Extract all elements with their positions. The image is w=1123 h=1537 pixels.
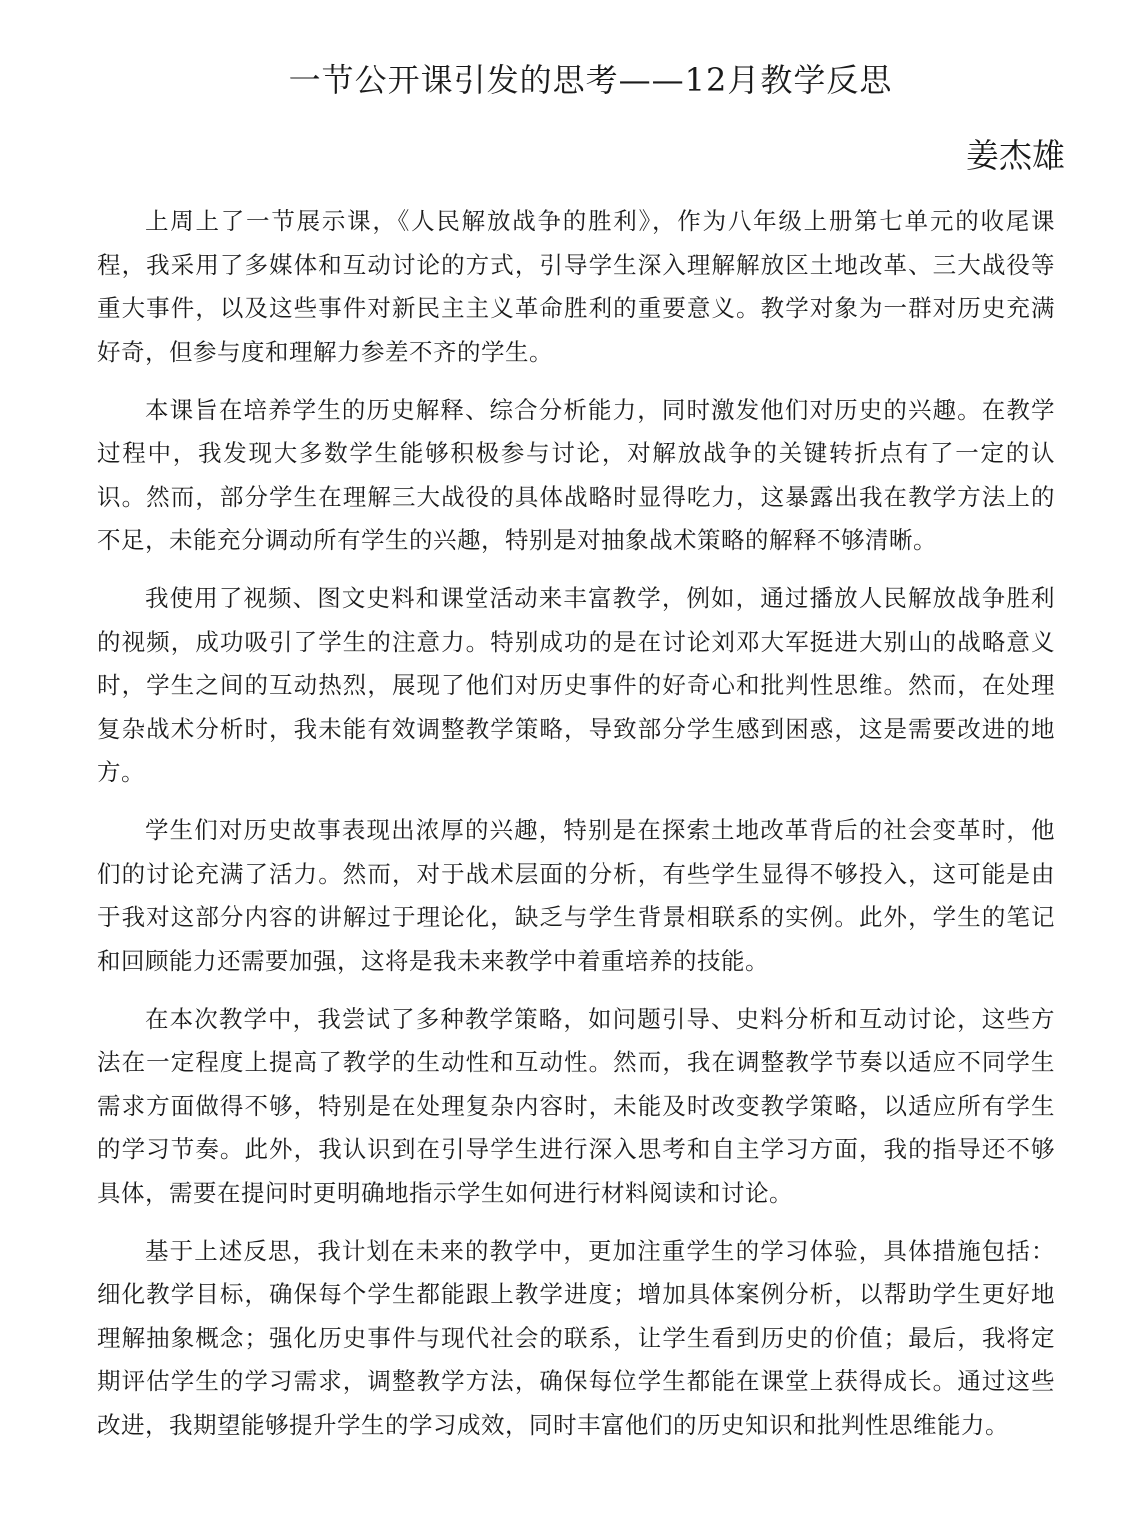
paragraph-2: 本课旨在培养学生的历史解释、综合分析能力，同时激发他们对历史的兴趣。在教学过程中，我发现大多数学生能够积极参与讨论，对解放战争的关键转折点有了一定的认识。然而，部分学生在理解三大战役的具体战略时显得吃力，这暴露出我在教学方法上的不足，未能充分调动所有学生的兴趣，特别是对抽象战术策略的解释不够清晰。 (97, 395, 1055, 554)
document-title: 一节公开课引发的思考——12月教学反思 (288, 61, 893, 99)
paragraph-1: 上周上了一节展示课，《人民解放战争的胜利》，作为八年级上册第七单元的收尾课程，我采用了多媒体和互动讨论的方式，引导学生深入理解解放区土地改革、三大战役等重大事件，以及这些事件对新民主主义革命胜利的重要意义。教学对象为一群对历史充满好奇，但参与度和理解力参差不齐的学生。 (97, 207, 1055, 366)
document-author: 姜杰雄 (966, 136, 1065, 175)
paragraph-4: 学生们对历史故事表现出浓厚的兴趣，特别是在探索土地改革背后的社会变革时，他们的讨论充满了活力。然而，对于战术层面的分析，有些学生显得不够投入，这可能是由于我对这部分内容的讲解过于理论化，缺乏与学生背景相联系的实例。此外，学生的笔记和回顾能力还需要加强，这将是我未来教学中着重培养的技能。 (97, 816, 1055, 975)
paragraph-5: 在本次教学中，我尝试了多种教学策略，如问题引导、史料分析和互动讨论，这些方法在一定程度上提高了教学的生动性和互动性。然而，我在调整教学节奏以适应不同学生需求方面做得不够，特别是在处理复杂内容时，未能及时改变教学策略，以适应所有学生的学习节奏。此外，我认识到在引导学生进行深入思考和自主学习方面，我的指导还不够具体，需要在提问时更明确地指示学生如何进行材料阅读和讨论。 (97, 1004, 1055, 1207)
document-body (97, 200, 1055, 1447)
paragraph-3: 我使用了视频、图文史料和课堂活动来丰富教学，例如，通过播放人民解放战争胜利的视频，成功吸引了学生的注意力。特别成功的是在讨论刘邓大军挺进大别山的战略意义时，学生之间的互动热烈，展现了他们对历史事件的好奇心和批判性思维。然而，在处理复杂战术分析时，我未能有效调整教学策略，导致部分学生感到困惑，这是需要改进的地方。 (97, 584, 1055, 786)
paragraph-6: 基于上述反思，我计划在未来的教学中，更加注重学生的学习体验，具体措施包括：细化教学目标，确保每个学生都能跟上教学进度；增加具体案例分析，以帮助学生更好地理解抽象概念；强化历史事件与现代社会的联系，让学生看到历史的价值；最后，我将定期评估学生的学习需求，调整教学方法，确保每位学生都能在课堂上获得成长。通过这些改进，我期望能够提升学生的学习成效，同时丰富他们的历史知识和批判性思维能力。 (97, 1236, 1055, 1439)
